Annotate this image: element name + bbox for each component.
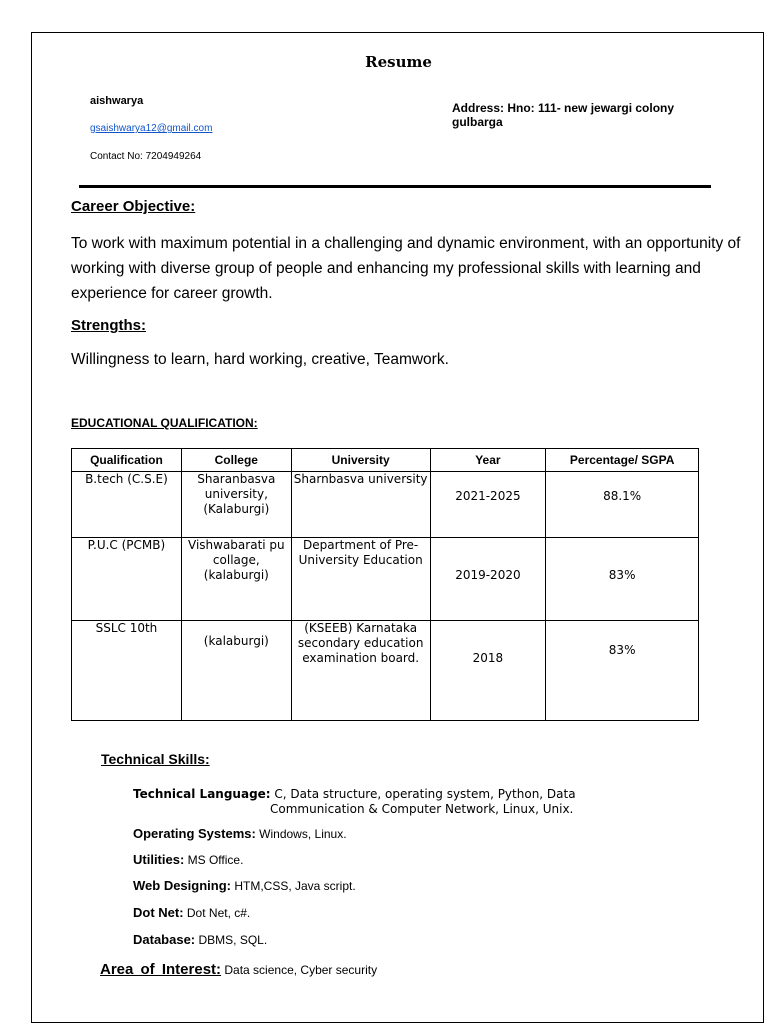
table-row — [72, 621, 699, 721]
address: Address: Hno: 111- new jewargi colony gulbarga — [452, 101, 675, 129]
table-row — [72, 538, 699, 621]
email-link[interactable]: gsaishwarya12@gmail.com — [90, 123, 213, 134]
dot-net-label: Dot Net: — [133, 905, 184, 920]
qualification-cell: B.tech (C.S.E) — [72, 472, 182, 538]
percentage-cell: 88.1% — [546, 472, 699, 538]
percentage-cell: 83% — [546, 538, 699, 621]
year-cell: 2018 — [430, 621, 546, 721]
web-designing-value: HTM,CSS, Java script. — [234, 879, 356, 893]
career-objective-text: To work with maximum potential in a challenging and dynamic environment, with an opportunity of working with diverse group of people and enhancing my professional skills with learning and experience for career growth. — [71, 235, 741, 302]
technical-language-label: Technical Language: — [133, 787, 271, 801]
education-heading: EDUCATIONAL QUALIFICATION: — [71, 416, 258, 430]
technical-language-item — [133, 787, 653, 817]
university-cell: Department of Pre-University Education — [291, 538, 430, 621]
year-cell: 2019-2020 — [430, 538, 546, 621]
contact-number: Contact No: 7204949264 — [90, 151, 202, 162]
qualification-cell: P.U.C (PCMB) — [72, 538, 182, 621]
column-header: Year — [430, 449, 546, 472]
percentage-cell: 83% — [546, 621, 699, 721]
database-value: DBMS, SQL. — [198, 933, 268, 947]
column-header: Percentage/ SGPA — [546, 449, 699, 472]
web-designing-item — [133, 878, 356, 893]
strengths-heading: Strengths: — [71, 317, 146, 334]
column-header: University — [291, 449, 430, 472]
strengths-text: Willingness to learn, hard working, creative, Teamwork. — [71, 351, 449, 368]
candidate-name: aishwarya — [90, 95, 144, 107]
column-header: College — [181, 449, 291, 472]
operating-systems-label: Operating Systems: — [133, 826, 256, 841]
operating-systems-value: Windows, Linux. — [259, 827, 347, 841]
year-cell: 2021-2025 — [430, 472, 546, 538]
table-row — [72, 472, 699, 538]
qualification-cell: SSLC 10th — [72, 621, 182, 721]
utilities-label: Utilities: — [133, 852, 185, 867]
web-designing-label: Web Designing: — [133, 878, 231, 893]
college-cell: (kalaburgi) — [181, 621, 291, 721]
education-table — [71, 448, 699, 721]
college-cell: Vishwabarati pu collage, (kalaburgi) — [181, 538, 291, 621]
area-of-interest-value: Data science, Cyber security — [224, 963, 378, 977]
database-label: Database: — [133, 932, 196, 947]
operating-systems-item — [133, 826, 347, 841]
university-cell: Sharnbasva university — [291, 472, 430, 538]
header-divider — [79, 185, 711, 188]
technical-language-value: C, Data structure, operating system, Python, Data — [274, 787, 576, 801]
technical-skills-heading: Technical Skills: — [101, 751, 210, 767]
area-of-interest-label: Area of Interest: — [100, 961, 222, 978]
table-header-row — [72, 449, 699, 472]
resume-page — [31, 32, 764, 1023]
dot-net-value: Dot Net, c#. — [186, 906, 251, 920]
page-title: Resume — [365, 53, 432, 71]
utilities-value: MS Office. — [187, 853, 244, 867]
utilities-item — [133, 852, 243, 867]
university-cell: (KSEEB) Karnataka secondary education examination board. — [291, 621, 430, 721]
career-objective-heading: Career Objective: — [71, 198, 196, 215]
college-cell: Sharanbasva university, (Kalaburgi) — [181, 472, 291, 538]
technical-language-value-cont: Communication & Computer Network, Linux, Unix. — [270, 802, 574, 816]
column-header: Qualification — [72, 449, 182, 472]
area-of-interest — [100, 961, 377, 978]
database-item — [133, 932, 267, 947]
dot-net-item — [133, 905, 250, 920]
